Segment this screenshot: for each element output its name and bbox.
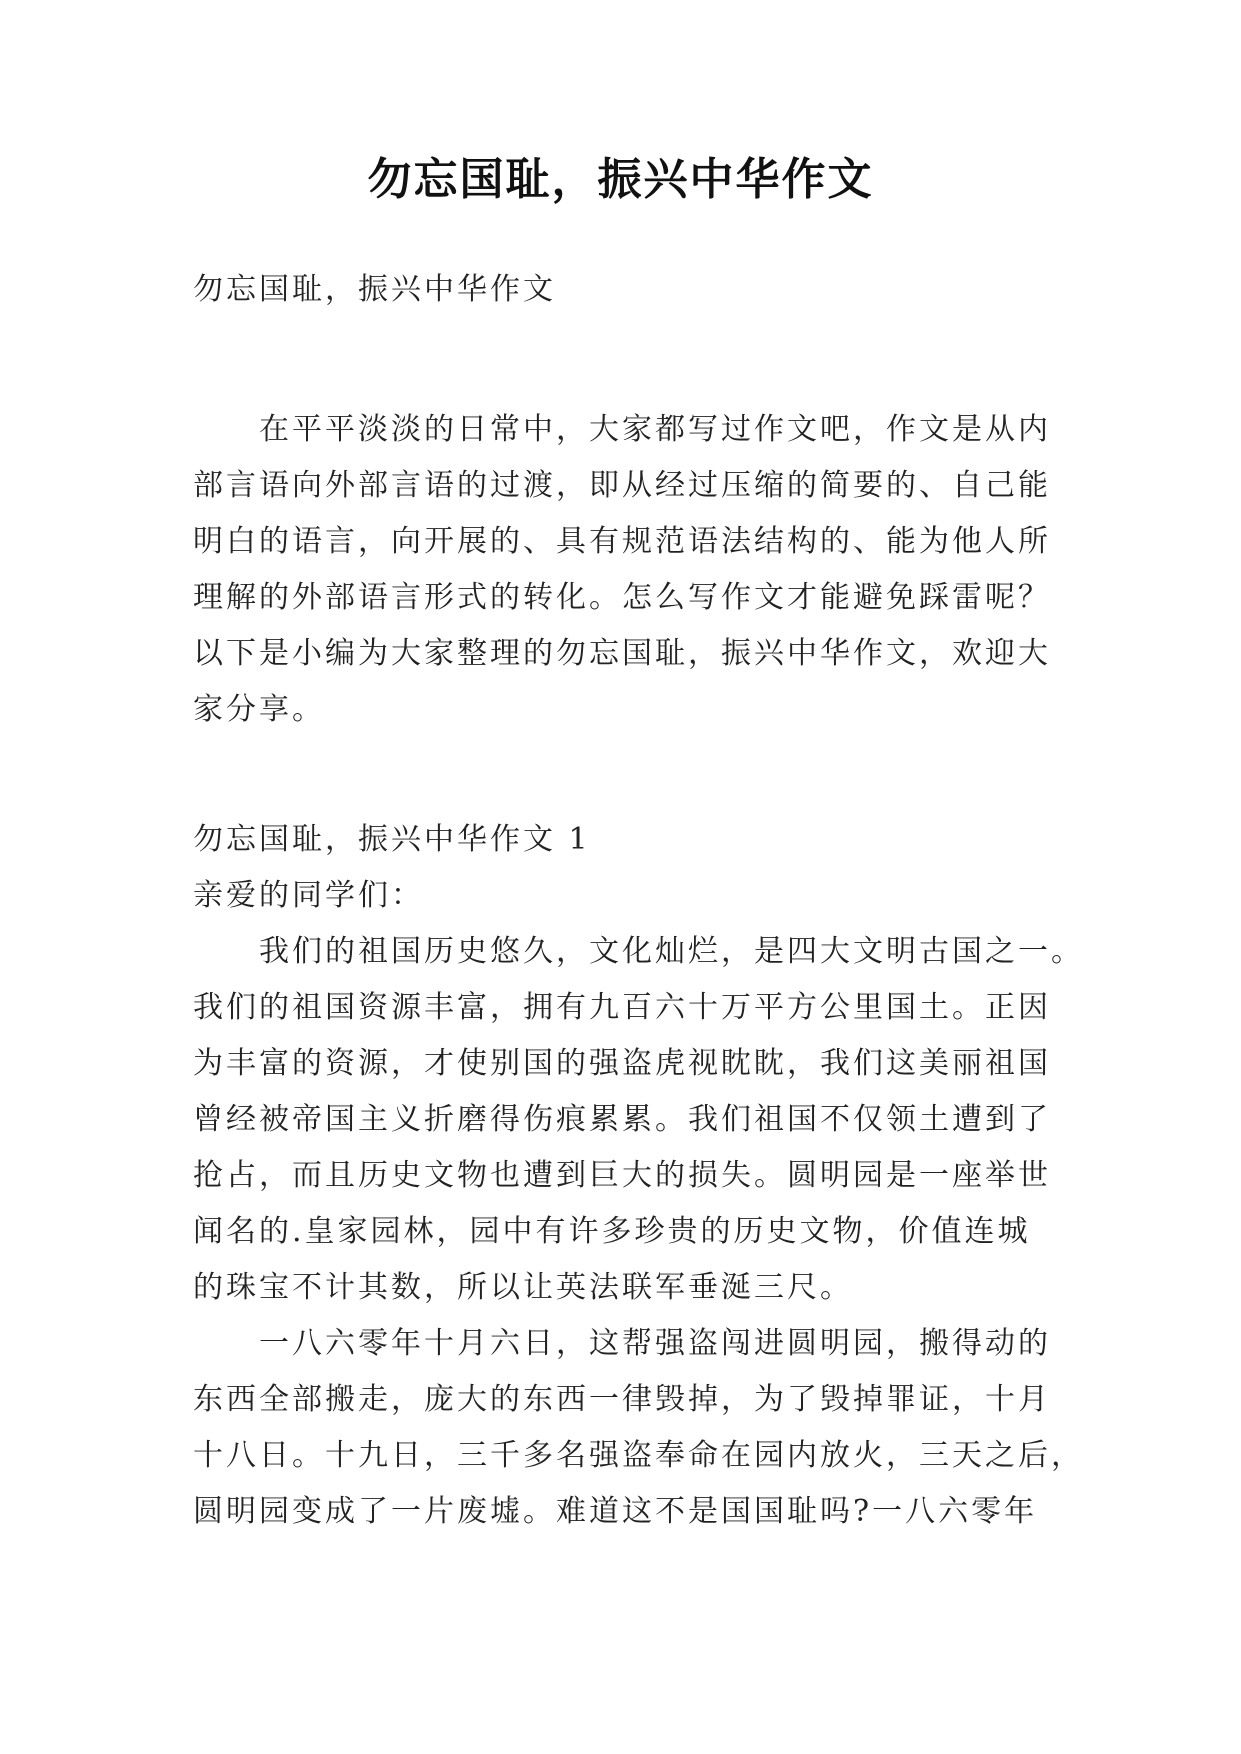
- salutation: 亲爱的同学们：: [193, 878, 424, 913]
- essay-section: [193, 812, 1084, 1540]
- paragraph-line: 的珠宝不计其数，所以让英法联军垂涎三尺。: [193, 1270, 853, 1305]
- document-subtitle: 勿忘国耻，振兴中华作文: [193, 272, 556, 307]
- paragraph-line: 闻名的.皇家园林，园中有许多珍贵的历史文物，价值连城: [193, 1214, 1031, 1249]
- essay-paragraph-2: [193, 1316, 1084, 1540]
- intro-line: 部言语向外部言语的过渡，即从经过压缩的简要的、自己能: [193, 468, 1051, 503]
- intro-line: 以下是小编为大家整理的勿忘国耻，振兴中华作文，欢迎大: [193, 636, 1051, 671]
- paragraph-line: 曾经被帝国主义折磨得伤痕累累。我们祖国不仅领土遭到了: [193, 1102, 1051, 1137]
- essay-paragraph-1: [193, 924, 1084, 1316]
- paragraph-line: 一八六零年十月六日，这帮强盗闯进圆明园，搬得动的: [259, 1326, 1051, 1361]
- paragraph-line: 东西全部搬走，庞大的东西一律毁掉，为了毁掉罪证，十月: [193, 1382, 1051, 1417]
- section-heading: 勿忘国耻，振兴中华作文 1: [193, 822, 591, 857]
- paragraph-line: 十八日。十九日，三千多名强盗奉命在园内放火，三天之后，: [193, 1438, 1084, 1473]
- intro-line: 明白的语言，向开展的、具有规范语法结构的、能为他人所: [193, 524, 1051, 559]
- intro-paragraph: [193, 402, 1053, 738]
- paragraph-line: 我们的祖国资源丰富，拥有九百六十万平方公里国土。正因: [193, 990, 1051, 1025]
- paragraph-line: 为丰富的资源，才使别国的强盗虎视眈眈，我们这美丽祖国: [193, 1046, 1051, 1081]
- intro-line: 理解的外部语言形式的转化。怎么写作文才能避免踩雷呢？: [193, 580, 1051, 615]
- intro-line: 家分享。: [193, 692, 325, 727]
- intro-text: [193, 402, 1053, 738]
- paragraph-line: 圆明园变成了一片废墟。难道这不是国国耻吗?一八六零年: [193, 1494, 1038, 1529]
- paragraph-line: 抢占，而且历史文物也遭到巨大的损失。圆明园是一座举世: [193, 1158, 1051, 1193]
- intro-line: 在平平淡淡的日常中，大家都写过作文吧，作文是从内: [259, 412, 1051, 447]
- document-title: 勿忘国耻，振兴中华作文: [367, 154, 874, 205]
- paragraph-line: 我们的祖国历史悠久，文化灿烂，是四大文明古国之一。: [259, 934, 1084, 969]
